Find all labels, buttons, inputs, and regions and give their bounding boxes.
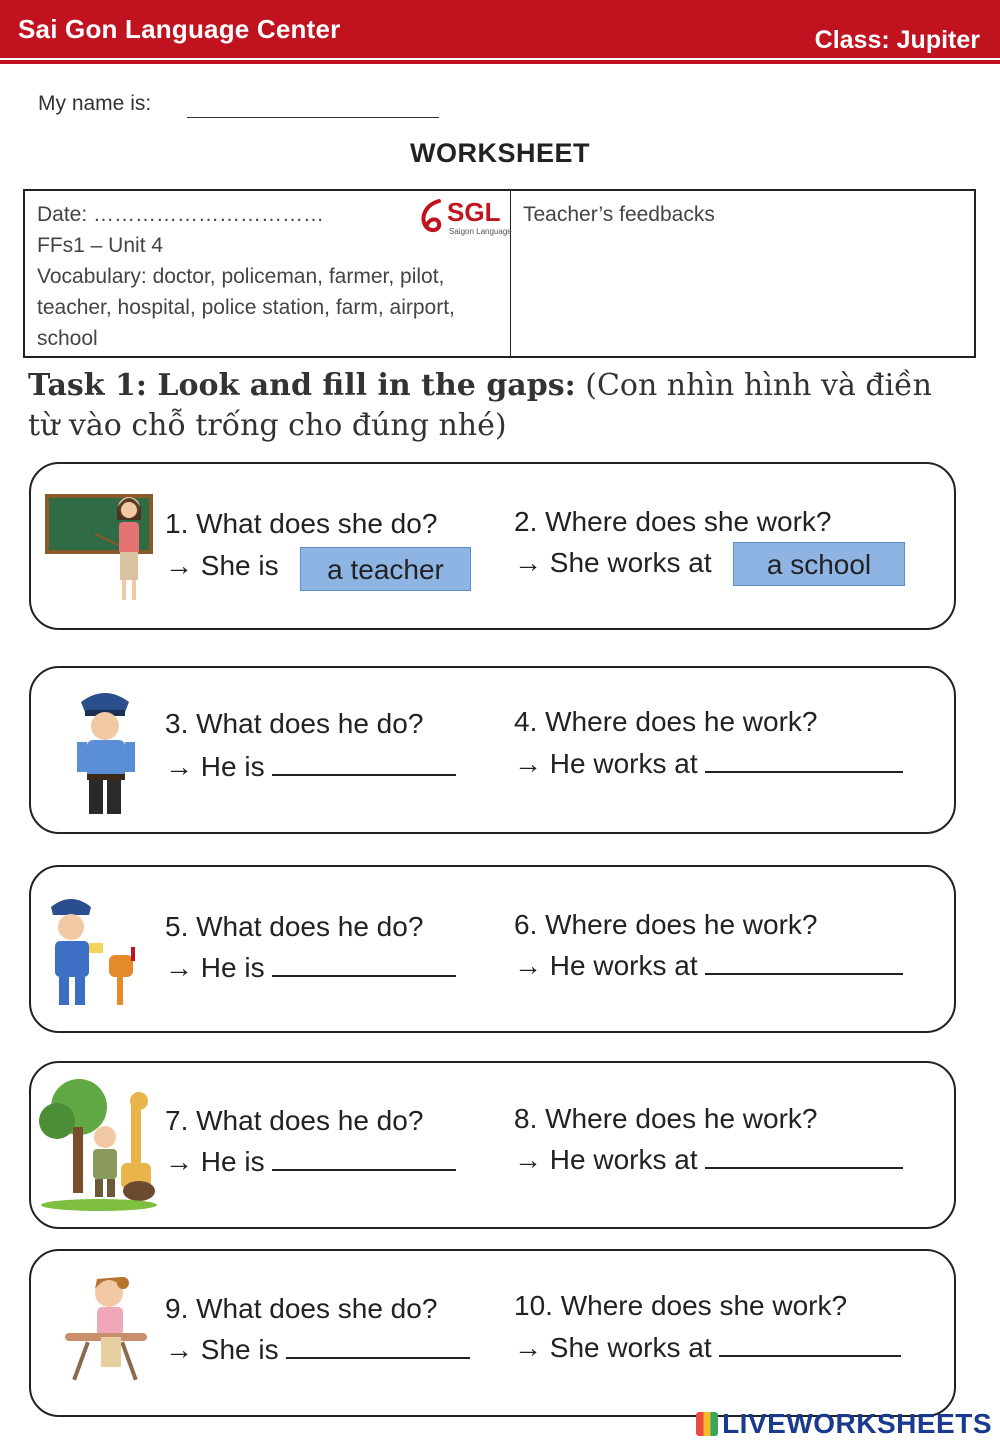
question-card-5 (29, 1249, 956, 1417)
name-input-line[interactable] (187, 117, 439, 118)
answer-4-row (514, 747, 903, 780)
center-name: Sai Gon Language Center (18, 14, 341, 44)
header-divider (0, 58, 1000, 60)
answer-1-input[interactable]: a teacher (300, 547, 471, 591)
answer-5-input[interactable] (272, 951, 456, 977)
info-box (23, 189, 976, 358)
postman-icon (45, 889, 165, 1029)
unit-label: FFs1 – Unit 4 (37, 234, 164, 257)
answer-8-input[interactable] (705, 1143, 903, 1169)
answer-9-prefix: → She is (165, 1334, 279, 1365)
task-subtitle: (Con nhìn hình và điền từ vào chỗ trống cho đúng nhé) (28, 368, 932, 443)
answer-2-input[interactable]: a school (733, 542, 905, 586)
answer-6-prefix: → He works at (514, 950, 698, 981)
question-3: 3. What does he do? (165, 708, 424, 739)
answer-10-prefix: → She works at (514, 1332, 712, 1363)
answer-7-prefix: → He is (165, 1146, 265, 1177)
answer-2-prefix: → She works at (514, 547, 712, 578)
question-card-1 (29, 462, 956, 630)
question-8: 8. Where does he work? (514, 1103, 818, 1134)
answer-3-prefix: → He is (165, 751, 265, 782)
answer-10-input[interactable] (719, 1331, 901, 1357)
date-field: Date: …………………………… (37, 203, 325, 226)
vocabulary-text: Vocabulary: doctor, policeman, farmer, pilot, teacher, hospital, police station, farm, airport, school (37, 265, 455, 350)
logo-subtext: Saigon Language (449, 227, 512, 236)
question-card-4 (29, 1061, 956, 1229)
question-card-2 (29, 666, 956, 834)
answer-5-row (165, 951, 456, 984)
liveworksheets-watermark (696, 1408, 992, 1440)
task-title (28, 366, 948, 446)
answer-8-row (514, 1143, 903, 1176)
question-7: 7. What does he do? (165, 1105, 424, 1136)
answer-5-prefix: → He is (165, 952, 265, 983)
sgl-swirl-icon (417, 197, 447, 237)
teacher-feedback-label: Teacher’s feedbacks (523, 203, 715, 226)
watermark-text: LIVEWORKSHEETS (722, 1408, 992, 1439)
answer-4-prefix: → He works at (514, 748, 698, 779)
question-2: 2. Where does she work? (514, 506, 832, 537)
answer-4-input[interactable] (705, 747, 903, 773)
answer-7-input[interactable] (272, 1145, 456, 1171)
answer-9-input[interactable] (286, 1333, 470, 1359)
teacher-icon (45, 486, 165, 626)
header-bar (0, 0, 1000, 64)
ironing-woman-icon (57, 1271, 177, 1411)
question-5: 5. What does he do? (165, 911, 424, 942)
worksheet-title: WORKSHEET (410, 138, 590, 168)
name-label: My name is: (38, 92, 152, 115)
answer-3-input[interactable] (272, 750, 456, 776)
logo-text: SGL (447, 197, 501, 227)
answer-6-input[interactable] (705, 949, 903, 975)
answer-6-row (514, 949, 903, 982)
zookeeper-icon (39, 1077, 159, 1217)
answer-8-prefix: → He works at (514, 1144, 698, 1175)
answer-7-row (165, 1145, 456, 1178)
answer-3-row (165, 750, 456, 783)
answer-9-row (165, 1333, 470, 1366)
answer-10-row (514, 1331, 901, 1364)
task-heading: Task 1: Look and fill in the gaps: (28, 368, 576, 403)
question-1: 1. What does she do? (165, 508, 438, 539)
liveworksheets-logo-icon (696, 1412, 718, 1436)
class-name: Class: Jupiter (814, 26, 980, 54)
question-4: 4. Where does he work? (514, 706, 818, 737)
question-6: 6. Where does he work? (514, 909, 818, 940)
question-card-3 (29, 865, 956, 1033)
sgl-logo (417, 197, 511, 241)
answer-1-prefix: → She is (165, 550, 279, 581)
question-10: 10. Where does she work? (514, 1290, 848, 1321)
question-9: 9. What does she do? (165, 1293, 438, 1324)
